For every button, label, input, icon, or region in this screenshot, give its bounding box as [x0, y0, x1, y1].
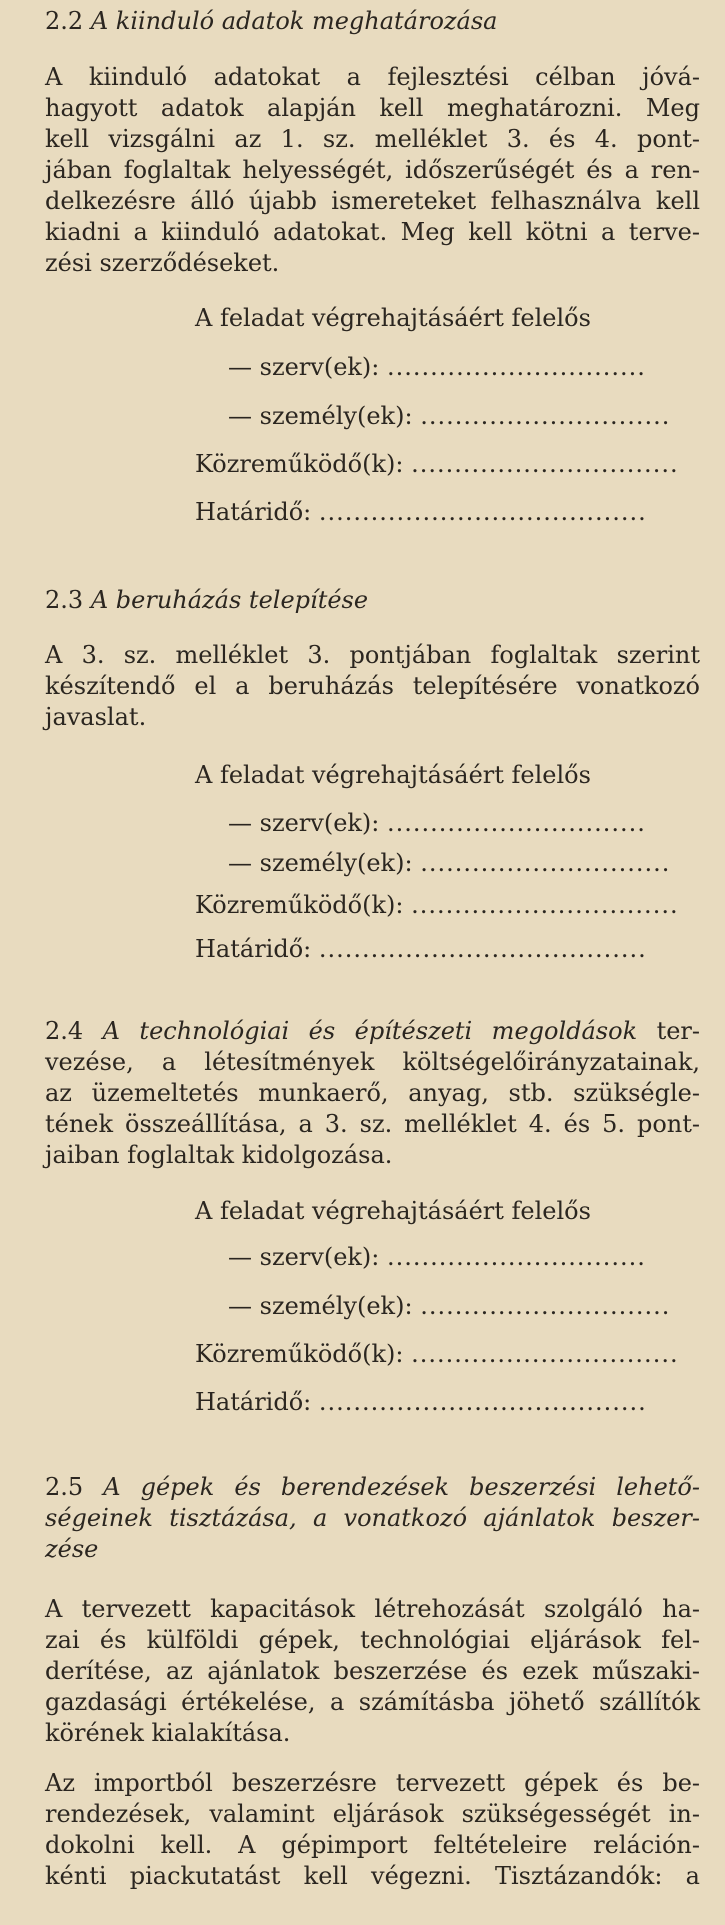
- text-line: dokolni kell. A gépimport feltételeire reláción-: [45, 1831, 700, 1859]
- section-2-5-heading: [45, 1472, 700, 1565]
- text-line: A kiinduló adatokat a fejlesztési célban jóvá-: [45, 63, 700, 91]
- person-dots: .............................: [420, 402, 671, 430]
- contrib-label: Közreműködő(k):: [195, 450, 404, 478]
- text-line: zési szerződéseket.: [45, 249, 280, 277]
- org-row: [228, 1242, 646, 1273]
- contrib-dots: ...............................: [411, 891, 679, 919]
- responsibility-header: A feladat végrehajtásáért felelős: [195, 761, 591, 789]
- text-line: kénti piackutatást kell végezni. Tisztázandók: a: [45, 1862, 700, 1890]
- org-label: — szerv(ek):: [228, 809, 380, 837]
- text-line: delkezésre álló újabb ismereteket felhasználva kell: [45, 187, 700, 215]
- text-line: gazdasági értékelése, a számításba jöhető szállítók: [45, 1688, 700, 1716]
- text-line: javaslat.: [45, 703, 147, 731]
- org-label: — szerv(ek):: [228, 353, 380, 381]
- text-line: derítése, az ajánlatok beszerzése és ezek műszaki-: [45, 1657, 700, 1685]
- section-number: 2.3: [45, 586, 84, 614]
- section-title: A technológiai és építészeti megoldások: [102, 1017, 638, 1045]
- text-line: kiadni a kiinduló adatokat. Meg kell kötni a terve-: [45, 218, 700, 246]
- person-row: [228, 848, 670, 879]
- section-2-2-body: [45, 62, 700, 279]
- responsibility-header: A feladat végrehajtásáért felelős: [195, 1197, 591, 1225]
- contrib-label: Közreműködő(k):: [195, 1340, 404, 1368]
- contrib-label: Közreműködő(k):: [195, 891, 404, 919]
- text-line: kell vizsgálni az 1. sz. melléklet 3. és 4. pont-: [45, 125, 700, 153]
- section-number: 2.5: [45, 1473, 84, 1501]
- text-line: az üzemeltetés munkaerő, anyag, stb. szükségle-: [45, 1079, 700, 1107]
- responsibility-header: A feladat végrehajtásáért felelős: [195, 304, 591, 332]
- deadline-row: [195, 497, 647, 528]
- deadline-row: [195, 1387, 647, 1418]
- section-2-4-body: [45, 1016, 700, 1171]
- text-line: körének kialakítása.: [45, 1719, 291, 1747]
- person-dots: .............................: [420, 849, 671, 877]
- deadline-dots: ......................................: [318, 935, 647, 963]
- text-line: vezése, a létesítmények költségelőirányzatainak,: [45, 1048, 700, 1076]
- section-number: 2.4: [45, 1017, 84, 1045]
- org-dots: ..............................: [387, 1243, 646, 1271]
- section-title: A gépek és berendezések beszerzési lehető-: [103, 1473, 700, 1501]
- deadline-dots: ......................................: [318, 1388, 647, 1416]
- deadline-label: Határidő:: [195, 935, 312, 963]
- person-label: — személy(ek):: [228, 402, 413, 430]
- section-2-3-body: [45, 640, 700, 733]
- contrib-row: [195, 890, 679, 921]
- section-title: A kiinduló adatok meghatározása: [90, 7, 498, 35]
- deadline-label: Határidő:: [195, 1388, 312, 1416]
- org-dots: ..............................: [387, 353, 646, 381]
- text-line: tének összeállítása, a 3. sz. melléklet 4. és 5. pont-: [45, 1110, 700, 1138]
- person-label: — személy(ek):: [228, 849, 413, 877]
- person-label: — személy(ek):: [228, 1292, 413, 1320]
- section-title-line: zése: [45, 1535, 99, 1563]
- text-line: [45, 1472, 700, 1503]
- text-line: rendezések, valamint eljárások szükségességét in-: [45, 1800, 700, 1828]
- deadline-row: [195, 934, 647, 965]
- section-2-2-heading: [45, 6, 498, 37]
- person-row: [228, 1291, 670, 1322]
- text-line: jaiban foglaltak kidolgozása.: [45, 1141, 393, 1169]
- text-line: Az importból beszerzésre tervezett gépek és be-: [45, 1769, 700, 1797]
- section-2-3-heading: [45, 585, 368, 616]
- deadline-dots: ......................................: [318, 498, 647, 526]
- org-row: [228, 808, 646, 839]
- contrib-row: [195, 449, 679, 480]
- text-line: zai és külföldi gépek, technológiai eljárások fel-: [45, 1626, 700, 1654]
- contrib-dots: ...............................: [411, 1340, 679, 1368]
- text-line: készítendő el a beruházás telepítésére vonatkozó: [45, 672, 700, 700]
- text-line: A 3. sz. melléklet 3. pontjában foglaltak szerint: [45, 641, 700, 669]
- person-row: [228, 401, 670, 432]
- contrib-row: [195, 1339, 679, 1370]
- section-title-line: ségeinek tisztázása, a vonatkozó ajánlatok beszer-: [45, 1504, 700, 1532]
- org-row: [228, 352, 646, 383]
- section-2-5-paragraph-2: [45, 1768, 700, 1892]
- person-dots: .............................: [420, 1292, 671, 1320]
- org-dots: ..............................: [387, 809, 646, 837]
- deadline-label: Határidő:: [195, 498, 312, 526]
- section-2-5-paragraph-1: [45, 1594, 700, 1749]
- text-line: jában foglaltak helyességét, időszerűségét és a ren-: [45, 156, 700, 184]
- text-line: A tervezett kapacitások létrehozását szolgáló ha-: [45, 1595, 700, 1623]
- org-label: — szerv(ek):: [228, 1243, 380, 1271]
- section-title: A beruházás telepítése: [90, 586, 369, 614]
- text-line: hagyott adatok alapján kell meghatározni. Meg: [45, 94, 700, 122]
- section-number: 2.2: [45, 7, 84, 35]
- contrib-dots: ...............................: [411, 450, 679, 478]
- text-fragment: ter-: [637, 1017, 701, 1045]
- text-line: [45, 1016, 700, 1047]
